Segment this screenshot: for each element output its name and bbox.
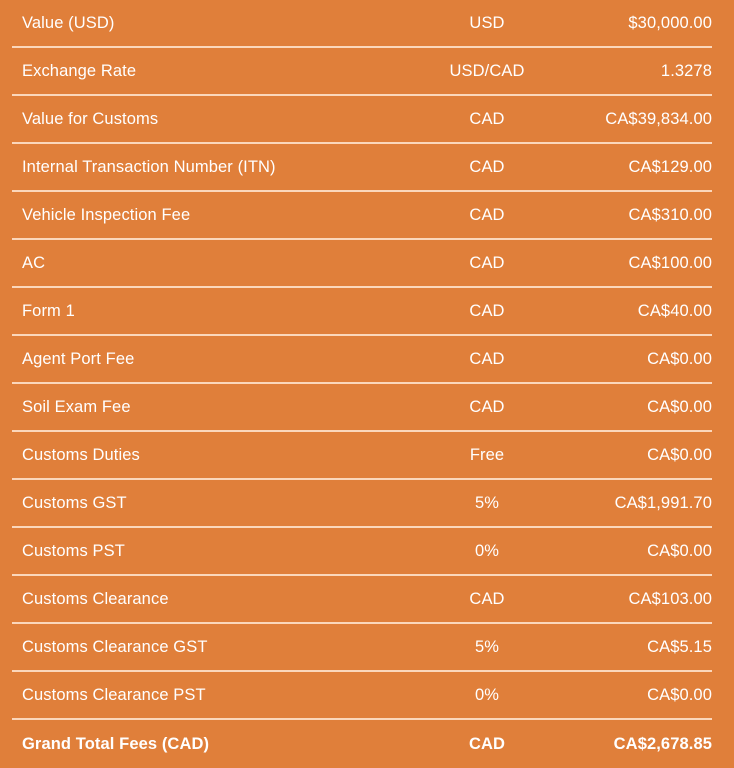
row-amount: CA$0.00 [647,349,712,368]
row-amount: CA$40.00 [637,301,712,320]
row-label: Customs Clearance GST [22,637,208,656]
table-row-itn [12,144,712,192]
row-label: Vehicle Inspection Fee [22,205,191,224]
row-label: Customs GST [22,493,127,512]
row-label: Form 1 [22,301,75,320]
row-label: Soil Exam Fee [22,397,131,416]
row-unit: 0% [474,541,500,560]
row-unit: 5% [474,493,500,512]
row-unit: CAD [469,253,505,272]
fees-table [12,0,712,768]
table-row-grand-total [12,720,712,768]
row-unit: CAD [469,301,505,320]
row-amount: CA$129.00 [628,157,712,176]
row-unit: CAD [469,349,505,368]
row-label: Value for Customs [22,109,159,128]
row-label: Internal Transaction Number (ITN) [22,157,276,176]
row-label: Agent Port Fee [22,349,135,368]
row-amount: CA$39,834.00 [605,109,712,128]
row-unit: CAD [469,397,505,416]
table-row-value-for-customs [12,96,712,144]
row-label: Exchange Rate [22,61,137,80]
row-label: Customs Duties [22,445,140,464]
table-row-customs-clearance-gst [12,624,712,672]
row-amount: CA$1,991.70 [614,493,712,512]
row-amount: CA$100.00 [628,253,712,272]
table-row-value-usd [12,0,712,48]
row-unit: CAD [469,109,505,128]
table-row-ac [12,240,712,288]
row-label: Value (USD) [22,13,115,32]
row-unit: USD [469,13,505,32]
row-amount: CA$0.00 [647,445,712,464]
row-amount: CA$5.15 [647,637,712,656]
row-unit: CAD [469,205,505,224]
row-amount: 1.3278 [660,61,712,80]
row-amount: $30,000.00 [628,13,712,32]
table-row-customs-clearance-pst [12,672,712,720]
row-amount: CA$0.00 [647,685,712,704]
row-label: Customs PST [22,541,125,560]
row-label: AC [22,253,46,272]
grand-total-label: Grand Total Fees (CAD) [22,734,210,753]
table-row-customs-pst [12,528,712,576]
table-row-customs-gst [12,480,712,528]
row-amount: CA$310.00 [628,205,712,224]
row-unit: USD/CAD [449,61,525,80]
table-row-vehicle-inspection-fee [12,192,712,240]
row-unit: 0% [474,685,500,704]
table-row-exchange-rate [12,48,712,96]
row-unit: CAD [469,157,505,176]
table-row-customs-clearance [12,576,712,624]
row-unit: CAD [469,589,505,608]
row-unit: 5% [474,637,500,656]
table-row-soil-exam-fee [12,384,712,432]
row-amount: CA$0.00 [647,397,712,416]
grand-total-amount: CA$2,678.85 [613,734,712,753]
row-label: Customs Clearance [22,589,169,608]
row-amount: CA$103.00 [628,589,712,608]
grand-total-unit: CAD [468,734,506,753]
table-row-agent-port-fee [12,336,712,384]
table-row-form-1 [12,288,712,336]
row-label: Customs Clearance PST [22,685,206,704]
row-unit: Free [469,445,505,464]
row-amount: CA$0.00 [647,541,712,560]
table-row-customs-duties [12,432,712,480]
